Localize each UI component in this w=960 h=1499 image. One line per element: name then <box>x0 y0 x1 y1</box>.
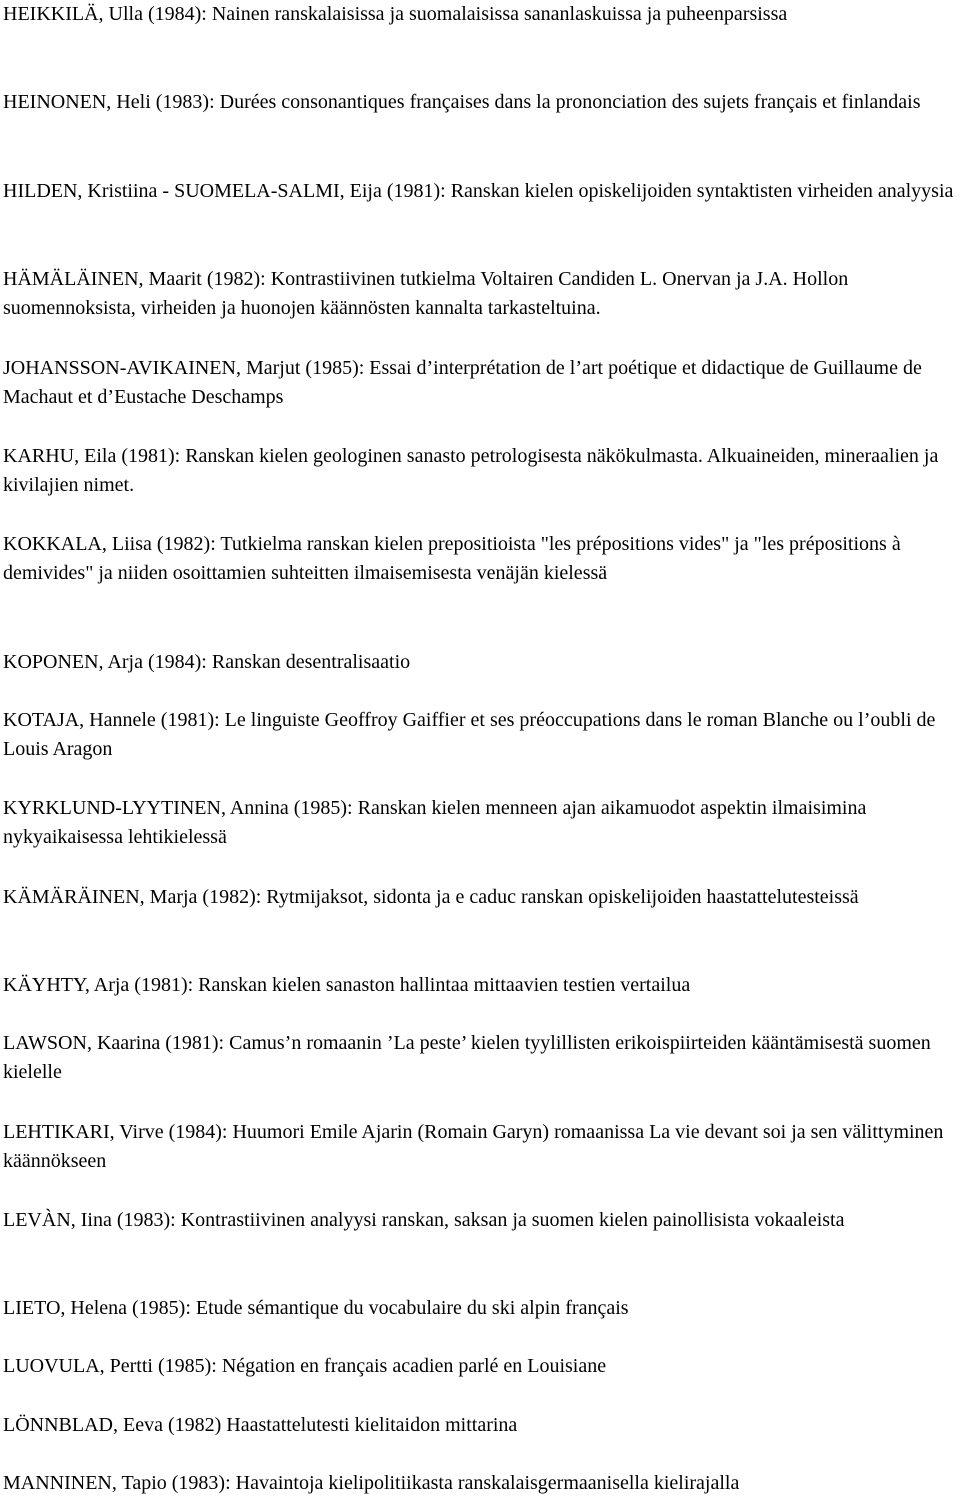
bibliography-entry-kayhty: KÄYHTY, Arja (1981): Ranskan kielen sanaston hallintaa mittaavien testien vertailua <box>3 974 691 996</box>
bibliography-entry-lonnblad: LÖNNBLAD, Eeva (1982) Haastattelutesti kielitaidon mittarina <box>3 1414 518 1436</box>
bibliography-entry-hamalainen: HÄMÄLÄINEN, Maarit (1982): Kontrastiivinen tutkielma Voltairen Candiden L. Onervan ja J.A. Hollon suomennoksista, virheiden ja huonojen käännösten kannalta tarkasteltuina. <box>3 268 849 319</box>
bibliography-entry-johansson-avikainen: JOHANSSON-AVIKAINEN, Marjut (1985): Essai d’interprétation de l’art poétique et didactique de Guillaume de Machaut et d’Eustache Deschamps <box>3 357 922 408</box>
bibliography-entry-lawson: LAWSON, Kaarina (1981): Camus’n romaanin ’La peste’ kielen tyylillisten erikoispiirteiden kääntämisestä suomen kielelle <box>3 1032 931 1083</box>
bibliography-entry-lieto: LIETO, Helena (1985): Etude sémantique du vocabulaire du ski alpin français <box>3 1297 629 1319</box>
bibliography-entry-kyrklund-lyytinen: KYRKLUND-LYYTINEN, Annina (1985): Ranskan kielen menneen ajan aikamuodot aspektin ilmaisimina nykyaikaisessa lehtikielessä <box>3 797 867 848</box>
bibliography-entry-koponen: KOPONEN, Arja (1984): Ranskan desentralisaatio <box>3 651 411 673</box>
bibliography-entry-levan: LEVÀN, Iina (1983): Kontrastiivinen analyysi ranskan, saksan ja suomen kielen painollisista vokaaleista <box>3 1209 845 1231</box>
bibliography-entry-lehtikari: LEHTIKARI, Virve (1984): Huumori Emile Ajarin (Romain Garyn) romaanissa La vie devant soi ja sen välittyminen käännökseen <box>3 1121 944 1172</box>
bibliography-entry-heinonen: HEINONEN, Heli (1983): Durées consonantiques françaises dans la prononciation des sujets français et finlandais <box>3 91 921 113</box>
bibliography-entry-kamarainen: KÄMÄRÄINEN, Marja (1982): Rytmijaksot, sidonta ja e caduc ranskan opiskelijoiden haastattelutesteissä <box>3 886 859 908</box>
bibliography-entry-heikkila: HEIKKILÄ, Ulla (1984): Nainen ranskalaisissa ja suomalaisissa sananlaskuissa ja puheenparsissa <box>3 3 788 25</box>
bibliography-entry-karhu: KARHU, Eila (1981): Ranskan kielen geologinen sanasto petrologisesta näkökulmasta. Alkuaineiden, mineraalien ja kivilajien nimet. <box>3 445 939 496</box>
bibliography-entry-manninen: MANNINEN, Tapio (1983): Havaintoja kielipolitiikasta ranskalaisgermaanisella kielirajalla <box>3 1472 740 1494</box>
bibliography-entry-kotaja: KOTAJA, Hannele (1981): Le linguiste Geoffroy Gaiffier et ses préoccupations dans le roman Blanche ou l’oubli de Louis Aragon <box>3 709 936 760</box>
bibliography-entry-luovula: LUOVULA, Pertti (1985): Négation en français acadien parlé en Louisiane <box>3 1355 607 1377</box>
bibliography-entry-kokkala: KOKKALA, Liisa (1982): Tutkielma ranskan kielen prepositioista "les prépositions vides" ja "les prépositions à demivides" ja niiden osoittamien suhteitten ilmaisemisesta venäjän kielessä <box>3 533 901 584</box>
bibliography-entry-hilden: HILDEN, Kristiina - SUOMELA-SALMI, Eija (1981): Ranskan kielen opiskelijoiden syntaktisten virheiden analyysia <box>3 180 954 202</box>
